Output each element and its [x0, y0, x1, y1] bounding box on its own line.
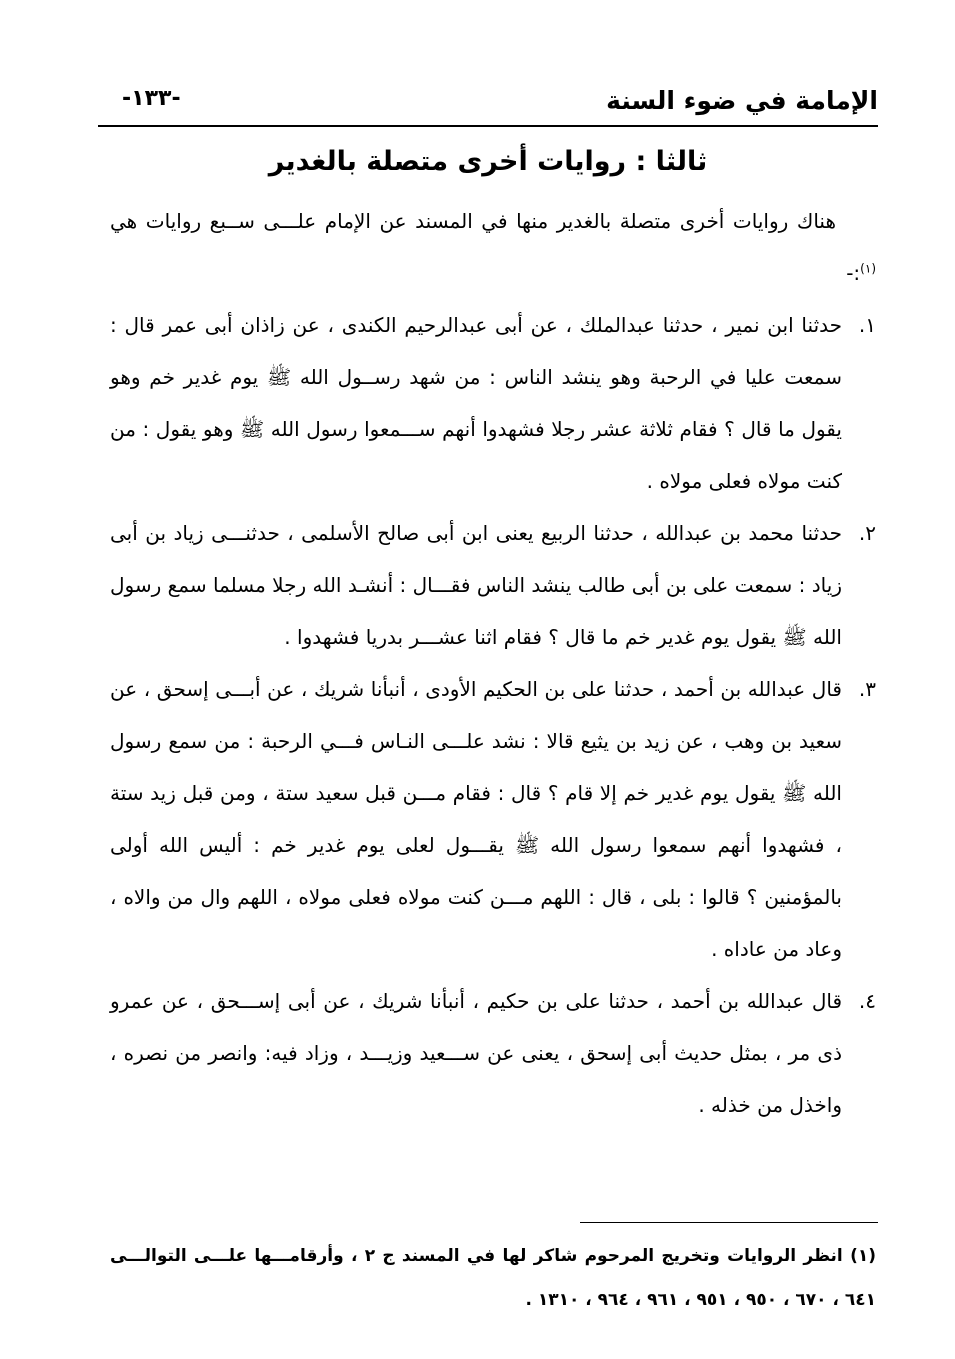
narration-text: حدثنا ابن نمير ، حدثنا عبدالملك ، عن أبى عبدالرحيم الكندى ، عن زاذان أبى عمر قال : سمعت عليا في الرحبة وهو ينشد الناس : من شهد رســول الله ﷺ يوم غدير خم وهو يقول ما قال ؟ فقام ثلاثة عشر رجلا فشهدوا أنهم ســـمعوا رسول الله ﷺ وهو يقول : من كنت مولاه فعلى مولاه .: [110, 313, 842, 493]
intro-suffix: :-: [846, 261, 861, 285]
narration-item: [110, 299, 876, 507]
intro-text: هناك روايات أخرى متصلة بالغدير منها في المسند عن الإمام علـــى ســبع روايات هي: [110, 209, 836, 233]
section-title: ثالثا : روايات أخرى متصلة بالغدير: [268, 146, 708, 177]
narration-item: [110, 663, 876, 975]
header-divider: [98, 125, 878, 127]
footnote-text: انظر الروايات وتخريج المرحوم شاكر لها في المسند ج ٢ ، وأرقامـــها علـــى التوالـــى ٦٤١ ، ٦٧٠ ، ٩٥٠ ، ٩٥١ ، ٩٦١ ، ٩٦٤ ، ١٣١٠ .: [110, 1246, 876, 1310]
narration-list: [110, 299, 876, 1131]
running-title: الإمامة في ضوء السنة: [606, 86, 878, 115]
narration-text: قال عبدالله بن أحمد ، حدثنا على بن الحكيم الأودى ، أنبأنا شريك ، عن أبـــى إسحق ، عن سعيد بن وهب ، عن زيد بن يثيع قالا : نشد علـــى النـاس فـــي الرحبة : من سمع رسول الله ﷺ يقول يوم غدير خم إلا قام ؟ قال : فقام مـــن قبل سعيد ستة ، ومن قبل زيد ستة ، فشهدوا أنهم سمعوا رسول الله ﷺ يقـــول لعلى يوم غدير خم : أليس الله أولى بالمؤمنين ؟ قالوا : بلى ، قال : اللهم مـــن كنت مولاه فعلى مولاه ، اللهم وال من والاه ، وعاد من عاداه .: [110, 677, 842, 961]
page-number: -١٣٣-: [122, 86, 181, 111]
footnote-marker: (١): [850, 1246, 877, 1266]
narration-number: ٤.: [858, 989, 876, 1013]
page-header: [98, 80, 878, 126]
body-text: [110, 195, 876, 1131]
narration-item: [110, 975, 876, 1131]
narration-text: قال عبدالله بن أحمد ، حدثنا على بن حكيم ، أنبأنا شريك ، عن أبى إســـحق ، عن عمرو ذى مر ، بمثل حديث أبى إسحق ، يعنى عن ســـعيد وزيـــد ، وزاد فيه: وانصر من نصره ، واخذل من خذله .: [110, 989, 842, 1117]
narration-number: ١.: [858, 313, 876, 337]
narration-number: ٣.: [858, 677, 876, 701]
narration-number: ٢.: [858, 521, 876, 545]
intro-paragraph: [110, 195, 876, 299]
footnote: [110, 1234, 876, 1322]
narration-text: حدثنا محمد بن عبدالله ، حدثنا الربيع يعنى ابن أبى صالح الأسلمى ، حدثنـــى زياد بن أبى زياد : سمعت على بن أبى طالب ينشد الناس فقـــال : أنشـد الله رجلا مسلما سمع رسول الله ﷺ يقول يوم غدير خم ما قال ؟ فقام اثنا عشـــر بدريا فشهدوا .: [110, 521, 842, 649]
narration-item: [110, 507, 876, 663]
footnote-reference: (١): [860, 261, 876, 276]
footnote-divider: [580, 1222, 878, 1223]
